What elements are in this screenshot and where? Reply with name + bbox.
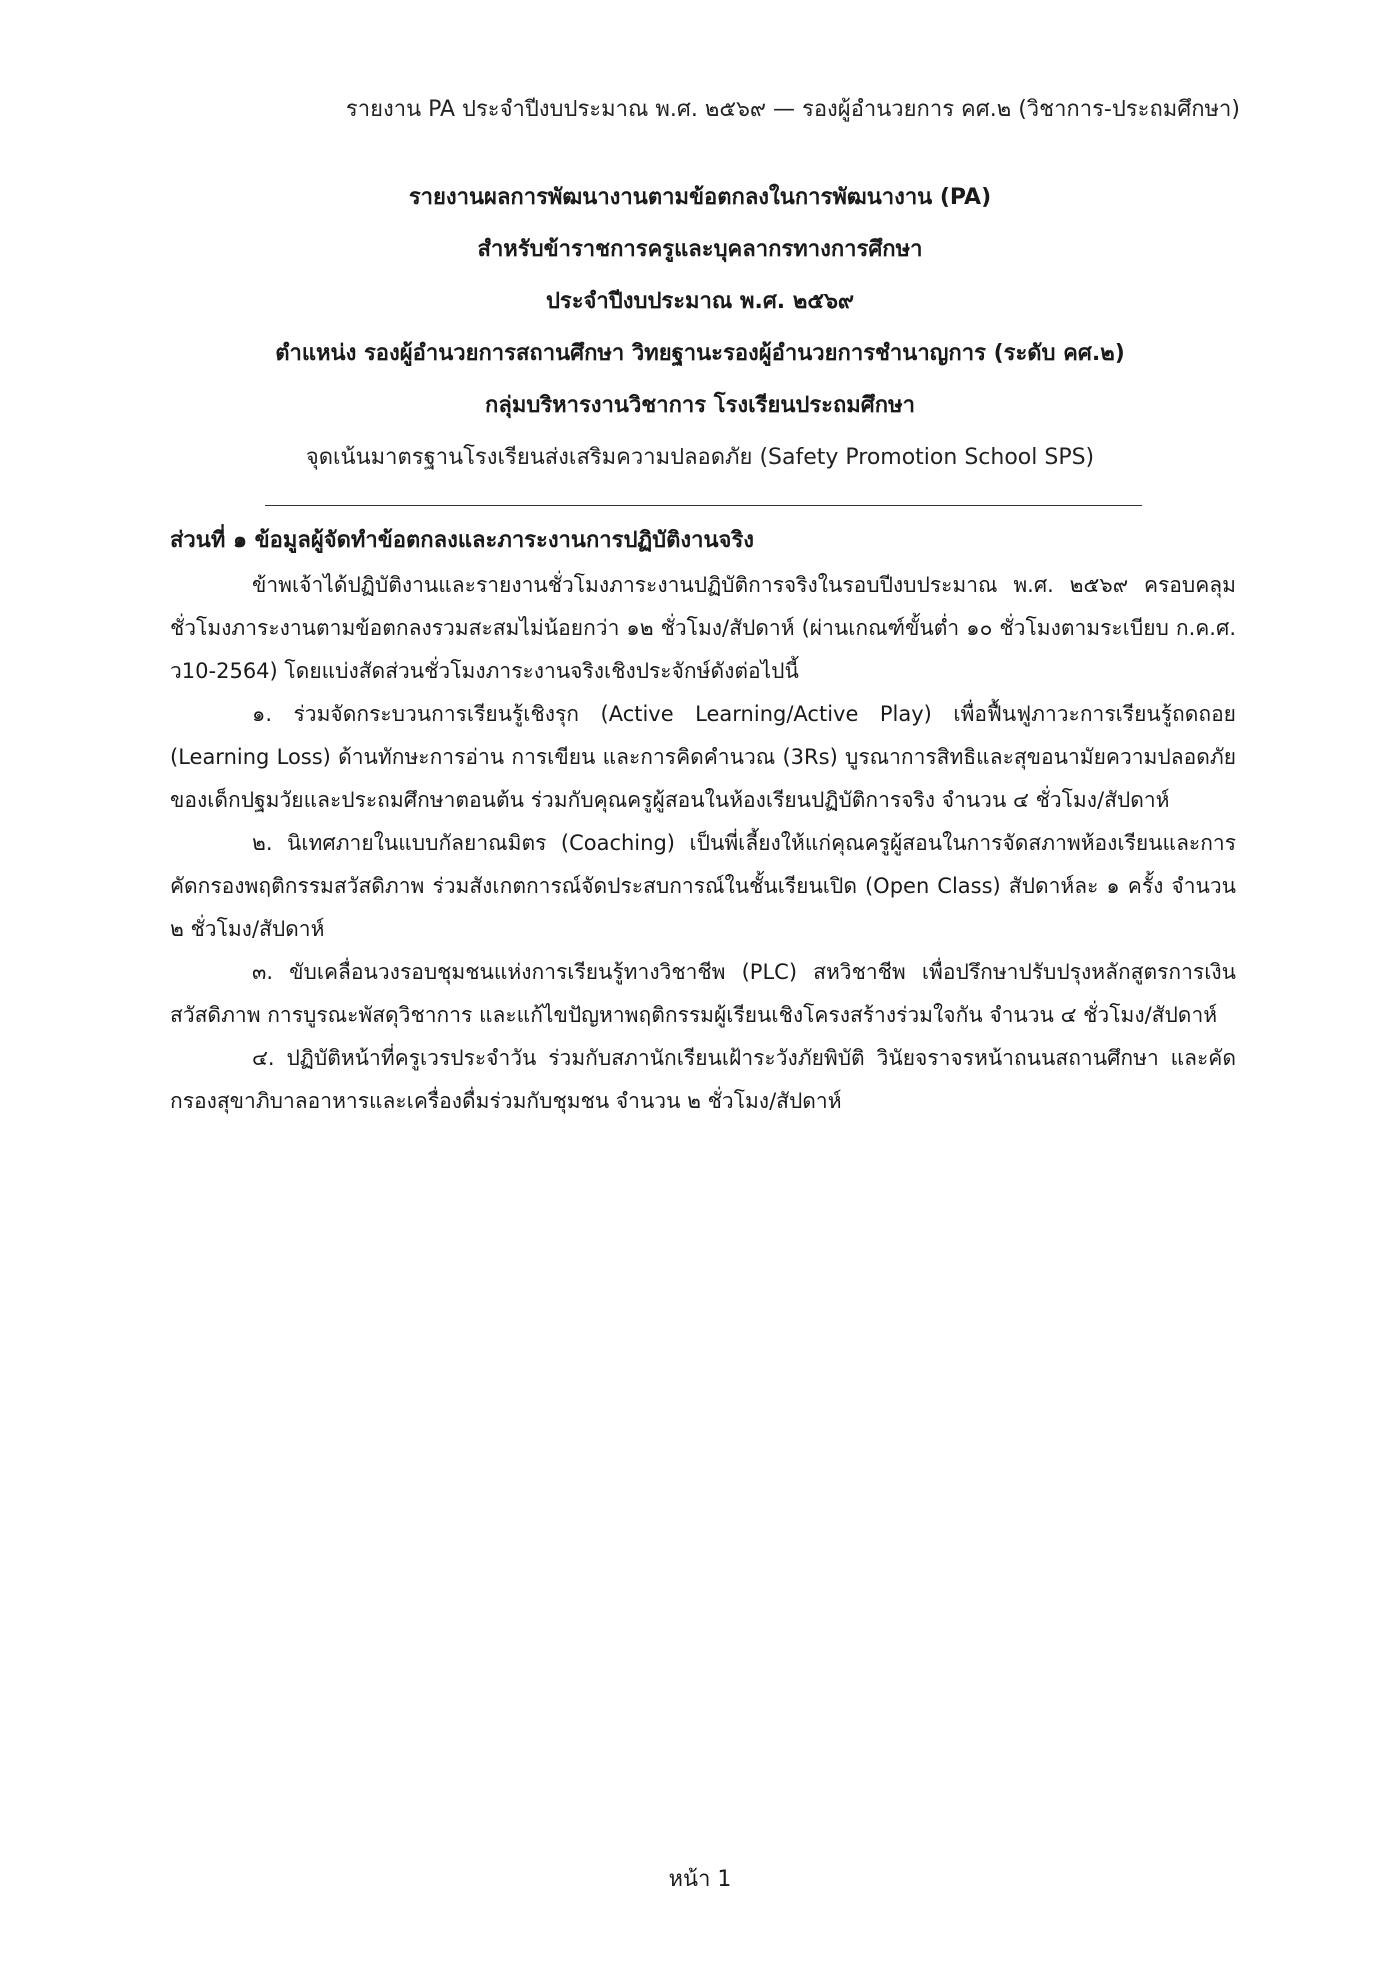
section-1-item-4: ๔. ปฏิบัติหน้าที่ครูเวรประจำวัน ร่วมกับสภานักเรียนเฝ้าระวังภัยพิบัติ วินัยจราจรหน้าถนนสถานศึกษา และคัดกรองสุขาภิบาลอาหารและเครื่องดื่มร่วมกับชุมชน จำนวน ๒ ชั่วโมง/สัปดาห์ [170,1046,1236,1113]
running-header: รายงาน PA ประจำปีงบประมาณ พ.ศ. ๒๕๖๙ — รองผู้อำนวยการ คศ.๒ (วิชาการ-ประถมศึกษา) [345,97,1240,122]
title-line-3: ประจำปีงบประมาณ พ.ศ. ๒๕๖๙ [545,289,855,314]
title-line-5: กลุ่มบริหารงานวิชาการ โรงเรียนประถมศึกษา [485,393,915,418]
title-divider [265,505,1142,506]
section-1-item-1: ๑. ร่วมจัดกระบวนการเรียนรู้เชิงรุก (Active Learning/Active Play) เพื่อฟื้นฟูภาวะการเรียนรู้ถดถอย (Learning Loss) ด้านทักษะการอ่าน การเขียน และการคิดคำนวณ (3Rs) บูรณาการสิทธิและสุขอนามัยความปลอดภัยของเด็กปฐมวัยและประถมศึกษาตอนต้น ร่วมกับคุณครูผู้สอนในห้องเรียนปฏิบัติการจริง จำนวน ๔ ชั่วโมง/สัปดาห์ [170,702,1236,812]
title-line-4: ตำแหน่ง รองผู้อำนวยการสถานศึกษา วิทยฐานะรองผู้อำนวยการชำนาญการ (ระดับ คศ.๒) [275,341,1125,366]
title-block [160,172,1240,484]
section-1-intro: ข้าพเจ้าได้ปฏิบัติงานและรายงานชั่วโมงภาระงานปฏิบัติการจริงในรอบปีงบประมาณ พ.ศ. ๒๕๖๙ ครอบคลุมชั่วโมงภาระงานตามข้อตกลงรวมสะสมไม่น้อยกว่า ๑๒ ชั่วโมง/สัปดาห์ (ผ่านเกณฑ์ขั้นต่ำ ๑๐ ชั่วโมงตามระเบียบ ก.ค.ศ. ว10-2564) โดยแบ่งสัดส่วนชั่วโมงภาระงานจริงเชิงประจักษ์ดังต่อไปนี้ [170,573,1236,683]
section-1-item-3: ๓. ขับเคลื่อนวงรอบชุมชนแห่งการเรียนรู้ทางวิชาชีพ (PLC) สหวิชาชีพ เพื่อปรึกษาปรับปรุงหลักสูตรการเงินสวัสดิภาพ การบูรณะพัสดุวิชาการ และแก้ไขปัญหาพฤติกรรมผู้เรียนเชิงโครงสร้างร่วมใจกัน จำนวน ๔ ชั่วโมง/สัปดาห์ [170,960,1236,1027]
title-line-2: สำหรับข้าราชการครูและบุคลากรทางการศึกษา [477,237,923,262]
subtitle: จุดเน้นมาตรฐานโรงเรียนส่งเสริมความปลอดภัย (Safety Promotion School SPS) [305,445,1095,470]
section-1-item-2: ๒. นิเทศภายในแบบกัลยาณมิตร (Coaching) เป็นพี่เลี้ยงให้แก่คุณครูผู้สอนในการจัดสภาพห้องเรียนและการคัดกรองพฤติกรรมสวัสดิภาพ ร่วมสังเกตการณ์จัดประสบการณ์ในชั้นเรียนเปิด (Open Class) สัปดาห์ละ ๑ ครั้ง จำนวน ๒ ชั่วโมง/สัปดาห์ [170,831,1236,941]
title-line-1: รายงานผลการพัฒนางานตามข้อตกลงในการพัฒนางาน (PA) [408,185,992,210]
section-1-heading: ส่วนที่ ๑ ข้อมูลผู้จัดทำข้อตกลงและภาระงานการปฏิบัติงานจริง [170,528,755,553]
section-1 [170,518,1236,1123]
page-number: หน้า 1 [668,1867,732,1892]
